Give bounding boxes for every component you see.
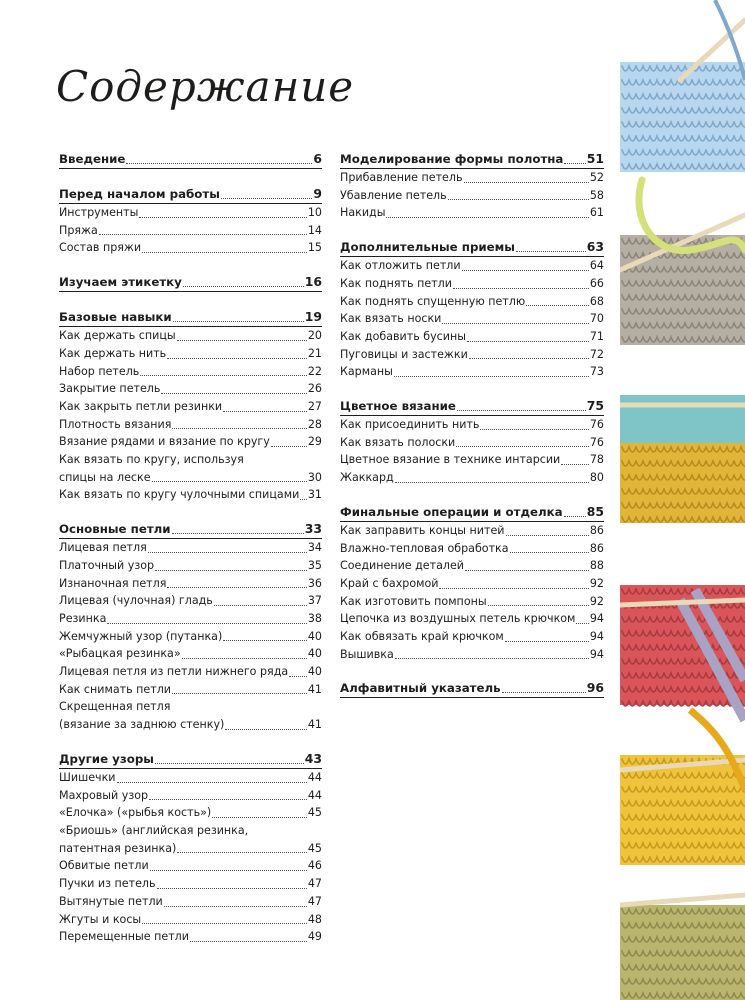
toc-entry[interactable]	[340, 187, 604, 205]
toc-leader-dots	[173, 320, 304, 322]
toc-section-heading[interactable]	[340, 150, 604, 169]
toc-leader-dots	[142, 922, 307, 924]
toc-page-number: 10	[307, 206, 322, 219]
toc-leader-dots	[386, 216, 588, 218]
toc-leader-dots	[167, 586, 306, 588]
toc-entry-label: Как изготовить помпоны	[340, 594, 487, 608]
toc-entry-label: Жемчужный узор (путанка)	[59, 629, 223, 643]
toc-section-heading[interactable]	[59, 520, 322, 539]
toc-entry[interactable]	[59, 204, 322, 222]
toc-entry[interactable]	[59, 911, 322, 929]
toc-page-number: 35	[307, 558, 322, 572]
toc-entry-label: Убавление петель	[340, 188, 447, 202]
toc-page-number: 37	[307, 594, 322, 608]
toc-entry-label: Шишечки	[59, 770, 116, 784]
toc-leader-dots	[214, 604, 307, 606]
toc-entry-label: Вязание рядами и вязание по кругу	[59, 435, 270, 449]
toc-entry-label: Основные петли	[59, 522, 171, 537]
toc-entry-label: Моделирование формы полотна	[340, 152, 564, 166]
toc-leader-dots	[488, 604, 589, 606]
toc-leader-dots	[395, 481, 589, 483]
toc-leader-dots	[177, 851, 307, 853]
toc-entry-label: Как вязать носки	[340, 312, 442, 326]
toc-entry-label: Как вязать полоски	[340, 435, 456, 449]
toc-section	[59, 750, 322, 946]
toc-entry-label: Пуговицы и застежки	[340, 347, 468, 361]
toc-entry[interactable]	[59, 398, 322, 416]
toc-leader-dots	[516, 250, 586, 252]
toc-entry[interactable]	[340, 451, 604, 469]
toc-left-column	[59, 150, 322, 962]
toc-leader-dots	[155, 762, 304, 764]
toc-page-number: 66	[589, 276, 604, 290]
toc-page-number: 9	[313, 186, 322, 201]
toc-page-number: 49	[307, 930, 322, 944]
toc-page-number: 96	[586, 680, 604, 696]
toc-leader-dots	[271, 445, 307, 447]
toc-page-number: 76	[589, 435, 604, 449]
toc-page-number: 34	[307, 541, 322, 555]
toc-entry[interactable]	[59, 486, 322, 504]
toc-leader-dots	[442, 322, 588, 324]
toc-entry[interactable]	[59, 804, 322, 822]
toc-leader-dots	[464, 181, 589, 183]
toc-leader-dots	[167, 357, 307, 359]
toc-entry[interactable]	[59, 928, 322, 946]
toc-leader-dots	[457, 409, 586, 411]
toc-entry-label: Резинка	[59, 611, 107, 625]
toc-leader-dots	[190, 940, 307, 942]
toc-section	[340, 238, 604, 381]
toc-section	[340, 503, 604, 664]
toc-entry-label: Перед началом работы	[59, 187, 220, 201]
toc-entry-label: Как заправить концы нитей	[340, 523, 505, 537]
toc-page-number: 94	[589, 647, 604, 661]
toc-leader-dots	[448, 198, 589, 200]
toc-page-number: 36	[307, 576, 322, 590]
toc-leader-dots	[223, 639, 307, 641]
toc-page-number: 88	[589, 559, 604, 573]
toc-entry[interactable]	[340, 540, 604, 558]
toc-leader-dots	[139, 216, 306, 218]
toc-page-number: 41	[307, 718, 322, 732]
toc-entry-label: Дополнительные приемы	[340, 240, 515, 255]
toc-entry-label: Край с бахромой	[340, 576, 439, 590]
toc-page-number: 40	[307, 665, 322, 679]
toc-entry[interactable]	[59, 769, 322, 787]
toc-page-number: 45	[307, 841, 322, 855]
toc-entry[interactable]	[340, 434, 604, 452]
toc-entry-label: «Елочка» («рыбья кость»)	[59, 806, 212, 820]
toc-entry-label: Введение	[59, 152, 126, 166]
toc-leader-dots	[223, 410, 307, 412]
toc-page-number: 85	[586, 503, 604, 519]
toc-entry-label: Как поднять спущенную петлю	[340, 294, 526, 308]
knitting-illustration	[620, 0, 745, 1000]
toc-entry-label: Базовые навыки	[59, 310, 172, 325]
toc-entry-line	[59, 716, 322, 734]
toc-entry-label: Алфавитный указатель	[340, 681, 501, 696]
toc-leader-dots	[150, 869, 307, 871]
toc-entry[interactable]	[59, 875, 322, 893]
toc-page-number: 73	[589, 365, 604, 379]
toc-entry-label: Цветное вязание	[340, 399, 456, 414]
toc-entry-label: Скрещенная петля	[59, 700, 171, 714]
toc-leader-dots	[465, 569, 589, 571]
toc-entry-label-cont: (вязание за заднюю стенку)	[59, 718, 225, 732]
toc-entry[interactable]	[59, 893, 322, 911]
toc-leader-dots	[561, 463, 589, 465]
toc-leader-dots	[117, 781, 307, 783]
toc-page-number: 29	[307, 435, 322, 449]
toc-page-number: 94	[589, 630, 604, 644]
toc-page-number: 44	[307, 788, 322, 802]
toc-leader-dots	[172, 427, 306, 429]
toc-entry[interactable]	[59, 222, 322, 240]
toc-entry-label: Как закрыть петли резинки	[59, 399, 223, 413]
toc-leader-dots	[149, 798, 307, 800]
toc-entry-label: Перемещенные петли	[59, 930, 189, 944]
toc-entry[interactable]	[340, 610, 604, 628]
toc-leader-dots	[564, 515, 586, 517]
toc-leader-dots	[456, 445, 589, 447]
toc-entry[interactable]	[340, 593, 604, 611]
toc-entry-label: Как присоединить нить	[340, 418, 480, 432]
toc-entry-label: Другие узоры	[59, 751, 154, 766]
toc-page-number: 86	[589, 541, 604, 555]
toc-right-column	[340, 150, 604, 714]
toc-entry[interactable]	[59, 327, 322, 345]
toc-entry-label: Пряжа	[59, 223, 98, 237]
toc-page-number: 43	[304, 750, 322, 766]
toc-leader-dots	[155, 569, 307, 571]
toc-entry-label: «Рыбацкая резинка»	[59, 647, 181, 661]
toc-page-number: 40	[307, 647, 322, 661]
toc-page-number: 33	[304, 521, 322, 537]
toc-entry-label: Изучаем этикетку	[59, 275, 182, 290]
toc-leader-dots	[99, 233, 307, 235]
toc-entry-label: Лицевая петля	[59, 541, 147, 555]
toc-entry-label: Как держать спицы	[59, 329, 176, 343]
toc-leader-dots	[576, 622, 588, 624]
toc-leader-dots	[506, 534, 589, 536]
toc-section	[340, 679, 604, 698]
toc-section-heading[interactable]	[59, 308, 322, 327]
toc-entry-label: Влажно-тепловая обработка	[340, 541, 509, 555]
teal-swatch	[620, 395, 745, 443]
toc-page-number: 70	[589, 312, 604, 326]
toc-entry-label: Плотность вязания	[59, 417, 172, 431]
toc-page-number: 61	[589, 206, 604, 220]
toc-leader-dots	[300, 498, 307, 500]
toc-entry[interactable]	[59, 363, 322, 381]
toc-entry-label: Соединение деталей	[340, 559, 465, 573]
toc-page-number: 48	[307, 912, 322, 926]
toc-page-number: 71	[589, 329, 604, 343]
toc-page-number: 38	[307, 611, 322, 625]
toc-entry-label: Как добавить бусины	[340, 329, 467, 343]
toc-entry-label: Обвитые петли	[59, 859, 149, 873]
toc-entry[interactable]	[59, 539, 322, 557]
toc-page-number: 52	[589, 171, 604, 184]
toc-leader-dots	[505, 640, 589, 642]
toc-section-heading[interactable]	[59, 273, 322, 292]
toc-leader-dots	[225, 728, 307, 730]
toc-entry-label: Как держать нить	[59, 346, 167, 360]
toc-entry-label: «Бриошь» (английская резинка,	[59, 823, 249, 837]
toc-entry-label: Как вязать по кругу, используя	[59, 453, 244, 467]
toc-section	[59, 308, 322, 504]
toc-entry[interactable]	[340, 257, 604, 275]
toc-entry[interactable]	[59, 698, 322, 733]
toc-leader-dots	[395, 657, 589, 659]
toc-leader-dots	[148, 551, 307, 553]
toc-entry-label: Изнаночная петля	[59, 576, 167, 590]
toc-leader-dots	[564, 162, 585, 164]
toc-entry-label: Вытянутые петли	[59, 894, 163, 908]
toc-page-number: 19	[304, 309, 322, 325]
toc-page-number: 20	[307, 329, 322, 343]
toc-page-number: 41	[307, 682, 322, 696]
toc-entry[interactable]	[59, 663, 322, 681]
toc-entry-label: Как обвязать край крючком	[340, 630, 504, 644]
toc-entry[interactable]	[340, 469, 604, 487]
toc-leader-dots	[526, 304, 589, 306]
toc-page-number: 44	[307, 770, 322, 784]
toc-entry[interactable]	[59, 416, 322, 434]
toc-entry-label: Платочный узор	[59, 558, 155, 572]
toc-entry[interactable]	[340, 646, 604, 664]
toc-page-number: 80	[589, 471, 604, 485]
toc-page-number: 63	[586, 239, 604, 255]
toc-section	[59, 520, 322, 734]
toc-page-number: 45	[307, 806, 322, 820]
toc-entry[interactable]	[340, 328, 604, 346]
toc-entry-label: Карманы	[340, 365, 393, 379]
toc-page-number: 30	[307, 470, 322, 484]
toc-entry-label: Набор петель	[59, 364, 140, 378]
toc-leader-dots	[183, 285, 304, 287]
toc-page-number: 51	[586, 151, 604, 166]
toc-entry[interactable]	[340, 363, 604, 381]
toc-page-number: 76	[589, 418, 604, 432]
toc-page-number: 16	[304, 274, 322, 290]
toc-leader-dots	[502, 691, 586, 693]
toc-leader-dots	[394, 375, 589, 377]
toc-page-number: 27	[307, 399, 322, 413]
toc-entry[interactable]	[340, 310, 604, 328]
toc-leader-dots	[182, 657, 307, 659]
toc-entry-label: Как вязать по кругу чулочными спицами	[59, 488, 300, 502]
toc-section-heading[interactable]	[340, 503, 604, 522]
toc-entry-label: Прибавление петель	[340, 171, 463, 184]
toc-entry[interactable]	[340, 416, 604, 434]
toc-section-heading[interactable]	[59, 750, 322, 769]
toc-section-heading[interactable]	[59, 150, 322, 169]
toc-leader-dots	[157, 887, 307, 889]
toc-page-number: 14	[307, 223, 322, 237]
toc-entry[interactable]	[340, 557, 604, 575]
toc-entry[interactable]	[340, 346, 604, 364]
toc-entry-label: Цепочка из воздушных петель крючком	[340, 612, 576, 626]
toc-section	[59, 150, 322, 169]
toc-entry[interactable]	[59, 575, 322, 593]
toc-page-number: 72	[589, 347, 604, 361]
toc-page-number: 92	[589, 576, 604, 590]
mustard-swatch	[620, 443, 745, 523]
toc-page-number: 92	[589, 594, 604, 608]
toc-entry[interactable]	[340, 293, 604, 311]
toc-section-heading[interactable]	[340, 238, 604, 257]
toc-entry[interactable]	[59, 628, 322, 646]
toc-entry-label: Закрытие петель	[59, 382, 161, 396]
toc-entry[interactable]	[340, 628, 604, 646]
toc-entry-label-cont: спицы на леске	[59, 470, 151, 484]
toc-entry-label: Накиды	[340, 206, 386, 220]
toc-page-number: 46	[307, 859, 322, 873]
toc-page-number: 78	[589, 453, 604, 467]
toc-entry-label: Инструменты	[59, 206, 139, 219]
toc-entry[interactable]	[59, 451, 322, 486]
toc-entry-label: Махровый узор	[59, 788, 149, 802]
toc-entry-label: Финальные операции и отделка	[340, 504, 563, 519]
toc-leader-dots	[107, 622, 306, 624]
toc-entry[interactable]	[59, 345, 322, 363]
toc-entry-label: Состав пряжи	[59, 241, 142, 255]
toc-entry-label: Вышивка	[340, 647, 394, 661]
toc-entry-line	[59, 469, 322, 487]
toc-leader-dots	[462, 269, 589, 271]
toc-leader-dots	[212, 816, 307, 818]
toc-entry[interactable]	[59, 857, 322, 875]
toc-page-number: 86	[589, 523, 604, 537]
toc-page-number: 68	[589, 294, 604, 308]
toc-page-number: 64	[589, 259, 604, 273]
toc-entry[interactable]	[340, 522, 604, 540]
toc-page-number: 47	[307, 894, 322, 908]
toc-entry[interactable]	[59, 592, 322, 610]
toc-section	[340, 150, 604, 222]
toc-entry-label-cont: патентная резинка)	[59, 841, 177, 855]
toc-leader-dots	[221, 197, 313, 199]
toc-entry[interactable]	[340, 204, 604, 222]
toc-leader-dots	[289, 675, 307, 677]
toc-leader-dots	[453, 287, 589, 289]
toc-entry-label: Лицевая (чулочная) гладь	[59, 594, 213, 608]
toc-page-number: 94	[589, 612, 604, 626]
toc-page-number: 21	[307, 346, 322, 360]
toc-page-number: 58	[589, 188, 604, 202]
toc-page-number: 31	[307, 488, 322, 502]
page-title: Содержание	[56, 62, 355, 111]
toc-leader-dots	[142, 251, 307, 253]
toc-entry[interactable]	[59, 822, 322, 857]
toc-leader-dots	[510, 551, 589, 553]
toc-entry-label: Лицевая петля из петли нижнего ряда	[59, 665, 289, 679]
toc-section	[340, 397, 604, 487]
toc-entry-label: Как отложить петли	[340, 259, 461, 273]
toc-entry[interactable]	[59, 433, 322, 451]
toc-entry[interactable]	[59, 787, 322, 805]
toc-leader-dots	[140, 374, 307, 376]
toc-leader-dots	[161, 392, 306, 394]
toc-entry[interactable]	[59, 380, 322, 398]
toc-page-number: 26	[307, 382, 322, 396]
toc-entry[interactable]	[340, 275, 604, 293]
toc-page-number: 75	[586, 398, 604, 414]
toc-entry-label: Как поднять петли	[340, 276, 452, 290]
toc-section-heading[interactable]	[340, 679, 604, 698]
toc-entry-label: Жгуты и косы	[59, 912, 142, 926]
toc-section	[59, 185, 322, 257]
toc-leader-dots	[126, 162, 312, 164]
toc-leader-dots	[152, 480, 307, 482]
toc-leader-dots	[177, 339, 307, 341]
toc-leader-dots	[439, 587, 588, 589]
toc-leader-dots	[172, 692, 307, 694]
toc-entry[interactable]	[59, 681, 322, 699]
toc-page-number: 47	[307, 877, 322, 891]
toc-leader-dots	[480, 428, 588, 430]
knitting-needle	[620, 895, 745, 905]
toc-leader-dots	[467, 340, 589, 342]
toc-entry-label: Цветное вязание в технике интарсии	[340, 453, 561, 467]
toc-entry-line	[59, 840, 322, 858]
toc-page-number: 22	[307, 364, 322, 378]
toc-entry[interactable]	[59, 239, 322, 257]
toc-entry[interactable]	[340, 169, 604, 187]
toc-page-number: 6	[313, 151, 322, 166]
toc-entry[interactable]	[340, 575, 604, 593]
toc-page-number: 28	[307, 417, 322, 431]
toc-section	[59, 273, 322, 292]
toc-entry[interactable]	[59, 645, 322, 663]
toc-leader-dots	[469, 357, 589, 359]
toc-entry-label: Как снимать петли	[59, 682, 171, 696]
toc-page-number: 40	[307, 629, 322, 643]
toc-leader-dots	[172, 532, 304, 534]
toc-entry[interactable]	[59, 557, 322, 575]
toc-entry-label: Жаккард	[340, 471, 394, 485]
toc-leader-dots	[164, 905, 307, 907]
toc-entry[interactable]	[59, 610, 322, 628]
toc-section-heading[interactable]	[59, 185, 322, 204]
toc-page-number: 15	[307, 241, 322, 255]
toc-entry-label: Пучки из петель	[59, 877, 156, 891]
toc-section-heading[interactable]	[340, 397, 604, 416]
